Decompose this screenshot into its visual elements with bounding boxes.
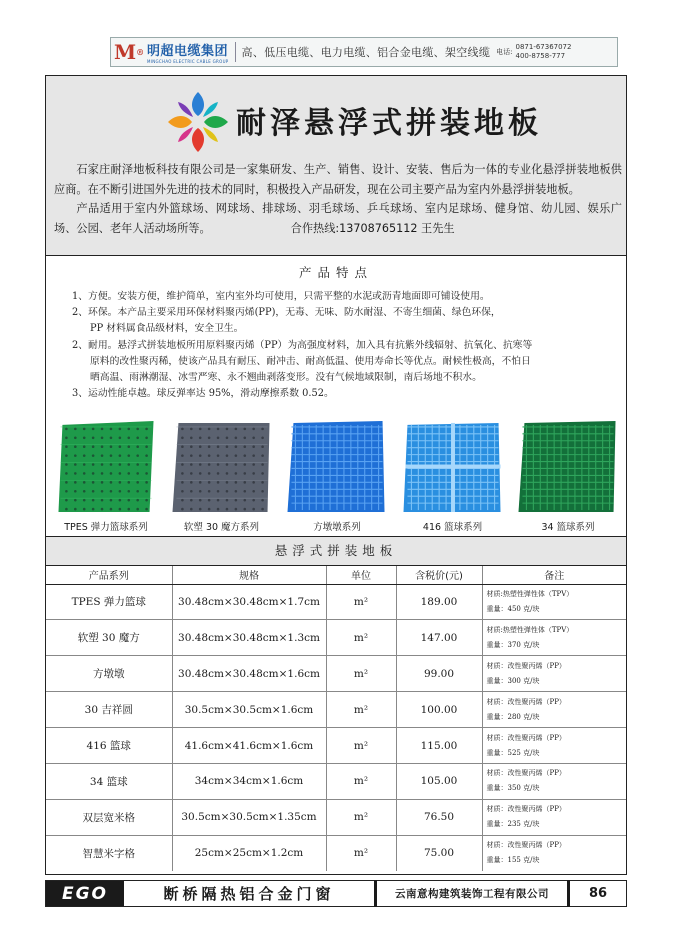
col-header-spec: 规格 [172, 566, 326, 584]
table-row [46, 692, 626, 728]
cell-series: 416 篮球 [46, 728, 172, 764]
cell-spec: 30.5cm×30.5cm×1.35cm [172, 799, 326, 835]
col-header-series: 产品系列 [46, 566, 172, 584]
cell-price: 147.00 [396, 620, 482, 656]
note-weight: 重量：370 克/块 [486, 640, 540, 649]
cell-note [482, 799, 626, 835]
footer-slogan: 断桥隔热铝合金门窗 [163, 885, 335, 903]
cell-series: 34 篮球 [46, 763, 172, 799]
cell-note [482, 835, 626, 871]
cell-series: TPES 弹力篮球 [46, 584, 172, 620]
cell-unit: m² [326, 799, 396, 835]
note-material: 材质:热塑性弹性体（TPV） [486, 625, 574, 634]
cell-series: 双层宽米格 [46, 799, 172, 835]
table-row [46, 620, 626, 656]
cell-note [482, 620, 626, 656]
tile-label: 方墩墩系列 [313, 522, 361, 533]
cooperation-hotline: 合作热线:13708765112 王先生 [290, 221, 455, 235]
feature-item: PP 材料属食品级材料，安全卫生。 [90, 323, 244, 335]
cell-note [482, 692, 626, 728]
cell-price: 105.00 [396, 763, 482, 799]
price-table-title: 悬浮式拼装地板 [46, 536, 626, 566]
brand-block [147, 40, 229, 64]
cell-spec: 34cm×34cm×1.6cm [172, 763, 326, 799]
tile-label: 416 篮球系列 [422, 522, 483, 533]
cell-price: 99.00 [396, 656, 482, 692]
ego-logo: EGO [46, 881, 124, 906]
table-row [46, 763, 626, 799]
table-row [46, 584, 626, 620]
naize-logo-icon [164, 88, 232, 156]
tile-416 [401, 417, 505, 533]
table-row [46, 656, 626, 692]
feature-item: 原料的改性聚丙稀，使该产品具有耐压、耐冲击、耐高低温、使用寿命长等优点。耐候性极高，不怕日 [90, 355, 531, 367]
note-weight: 重量：350 克/块 [486, 784, 540, 793]
note-weight: 重量：300 克/块 [486, 676, 540, 685]
tile-fangdundun [285, 417, 389, 533]
cell-note [482, 656, 626, 692]
tile-34 [516, 417, 620, 533]
cell-price: 189.00 [396, 584, 482, 620]
tile-label: 34 篮球系列 [541, 522, 595, 533]
tile-image-416 [401, 417, 505, 516]
tel-label: 电话: [496, 48, 513, 56]
cell-unit: m² [326, 584, 396, 620]
cell-note [482, 728, 626, 764]
cell-unit: m² [326, 835, 396, 871]
cell-series: 智慧米字格 [46, 835, 172, 871]
title-section [46, 76, 626, 256]
company-intro [54, 160, 622, 238]
feature-item: 3、运动性能卓越。球反弹率达 95%，滑动摩擦系数 0.52。 [72, 388, 334, 400]
tile-soft30 [170, 417, 274, 533]
tel-numbers [516, 43, 572, 61]
intro-paragraph-2-text: 产品适用于室内外篮球场、网球场、排球场、羽毛球场、乒乓球场、室内足球场、健身馆、幼儿园、娱乐广场、公园、老年人活动场所等。 [54, 202, 622, 235]
cell-price: 76.50 [396, 799, 482, 835]
cell-unit: m² [326, 728, 396, 764]
tile-image-34 [516, 417, 620, 516]
cell-note [482, 584, 626, 620]
tile-shape [172, 423, 269, 512]
cell-unit: m² [326, 656, 396, 692]
product-tiles [54, 417, 620, 533]
tile-image-tpes [54, 417, 158, 516]
tile-label: 软塑 30 魔方系列 [183, 522, 260, 533]
cell-note [482, 763, 626, 799]
table-row [46, 799, 626, 835]
feature-item: 2、环保。本产品主要采用环保材料聚丙烯(PP)，无毒、无味、防水耐湿、不寄生细菌、绿色环保， [72, 307, 501, 319]
note-material: 材质：改性聚丙烯（PP） [486, 805, 566, 814]
header-products: 高、低压电缆、电力电缆、铝合金电缆、架空线缆 [241, 46, 491, 59]
note-weight: 重量：525 克/块 [486, 748, 540, 757]
feature-item: 2、耐用。悬浮式拼装地板所用原料聚丙烯（PP）为高强度材料，加入具有抗紫外线辐射、抗氧化、抗寒等 [72, 339, 533, 351]
page-title: 耐泽悬浮式拼装地板 [236, 106, 542, 141]
cell-spec: 30.48cm×30.48cm×1.3cm [172, 620, 326, 656]
col-header-price: 含税价(元) [396, 566, 482, 584]
tile-tpes [54, 417, 158, 533]
note-weight: 重量：235 克/块 [486, 820, 540, 829]
cell-unit: m² [326, 620, 396, 656]
note-weight: 重量：450 克/块 [486, 604, 540, 613]
table-row [46, 728, 626, 764]
cell-price: 75.00 [396, 835, 482, 871]
registered-mark: ® [136, 47, 145, 57]
features-title: 产品特点 [298, 265, 373, 280]
brand-name-en: MINGCHAO ELECTRIC CABLE GROUP [147, 59, 229, 64]
footer-company: 云南意构建筑装饰工程有限公司 [395, 888, 549, 900]
cell-price: 115.00 [396, 728, 482, 764]
cell-spec: 41.6cm×41.6cm×1.6cm [172, 728, 326, 764]
cell-spec: 25cm×25cm×1.2cm [172, 835, 326, 871]
mingchao-logo [115, 40, 143, 64]
cell-spec: 30.48cm×30.48cm×1.6cm [172, 656, 326, 692]
col-header-note: 备注 [482, 566, 626, 584]
tel-1: 0871-67367072 [515, 43, 572, 51]
cell-unit: m² [326, 763, 396, 799]
price-table [46, 566, 626, 871]
feature-item: 晒高温、雨淋潮湿、冰雪严寒、永不翘曲剥落变形。没有气候地域限制，南后场地不积水。 [90, 372, 482, 384]
feature-item: 1、方便。安装方便，维护简单，室内室外均可使用，只需平整的水泥或沥青地面即可铺设使用。 [72, 291, 490, 302]
tile-image-soft30 [170, 417, 274, 516]
header-ad-banner [110, 37, 618, 67]
col-header-unit: 单位 [326, 566, 396, 584]
table-header-row [46, 566, 626, 584]
features-list [72, 289, 612, 402]
note-material: 材质：改性聚丙烯（PP） [486, 841, 566, 850]
note-weight: 重量：155 克/块 [486, 856, 540, 865]
note-material: 材质：改性聚丙烯（PP） [486, 697, 566, 706]
note-material: 材质:热塑性弹性体（TPV） [486, 589, 574, 598]
cell-series: 30 吉祥圆 [46, 692, 172, 728]
table-row [46, 835, 626, 871]
footer-ad-banner [45, 880, 627, 907]
cell-series: 方墩墩 [46, 656, 172, 692]
tile-image-fangdundun [285, 417, 389, 516]
note-material: 材质：改性聚丙烯（PP） [486, 733, 566, 742]
header-divider [235, 42, 236, 62]
page-number: 86 [588, 886, 608, 901]
note-material: 材质：改性聚丙烯（PP） [486, 769, 566, 778]
brand-name-cn: 明超电缆集团 [147, 44, 229, 59]
tile-label: TPES 弹力篮球系列 [64, 522, 148, 533]
intro-paragraph-1: 石家庄耐泽地板科技有限公司是一家集研发、生产、销售、设计、安装、售后为一体的专业化悬浮拼装地板供应商。在不断引进国外先进的技术的同时，积极投入产品研发，现在公司主要产品为室内外悬浮拼装地板。 [54, 163, 622, 196]
logo-letter: M [113, 40, 137, 64]
cell-series: 软塑 30 魔方 [46, 620, 172, 656]
main-frame [45, 75, 627, 875]
cell-spec: 30.5cm×30.5cm×1.6cm [172, 692, 326, 728]
price-table-body [46, 584, 626, 871]
note-weight: 重量：280 克/块 [486, 712, 540, 721]
intro-paragraph-2 [54, 199, 622, 238]
tile-cross-h [405, 465, 500, 469]
note-material: 材质：改性聚丙烯（PP） [486, 661, 566, 670]
cell-unit: m² [326, 692, 396, 728]
cell-price: 100.00 [396, 692, 482, 728]
tel-2: 400-8758-777 [515, 52, 566, 60]
cell-spec: 30.48cm×30.48cm×1.7cm [172, 584, 326, 620]
